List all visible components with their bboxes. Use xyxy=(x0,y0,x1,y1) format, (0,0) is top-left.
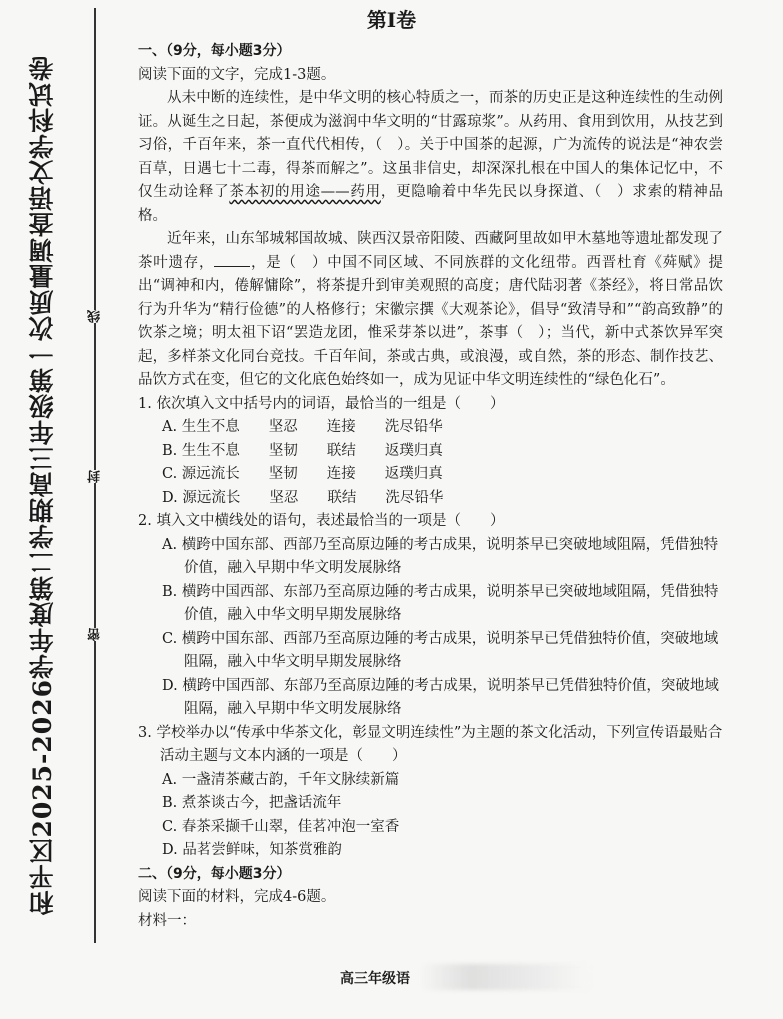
footer-blurred-area xyxy=(420,964,590,990)
para2-blank-line xyxy=(214,254,250,267)
question-2 xyxy=(138,510,723,722)
question-1-option-a: A. 生生不息 坚忍 连接 洗尽铅华 xyxy=(162,419,443,435)
para1-part-a: 从未中断的连续性，是中华文明的核心特质之一，而茶的历史正是这种连续性的生动例证。从诞生之日起，茶便成为滋润中华文明的“甘露琼浆”。从药用、食用到饮用，从技艺到习俗，千百年来，茶一直代代相传，（ ）。关于中国茶的起源，广为流传的说法是“神农尝百草，日遇七十二毒，得茶而解之”。这虽非信史，却深深扎根在中国人的集体记忆中，不仅生动诠释了 xyxy=(138,90,723,200)
para2-part-b: ，是（ ）中国不同区域、不同族群的文化纽带。西晋杜育《荈赋》提出“调神和内，倦解慵除”，将茶提升到审美观照的高度；唐代陆羽著《茶经》，将日常品饮行为升华为“精行俭德”的人格修行；宋徽宗撰《大观茶论》，倡导“致清导和”“韵高致静”的饮茶之境；明太祖下诏“罢造龙团，惟采芽茶以进”，茶事（ ）；当代，新中式茶饮异军突起，多样茶文化同台竞技。千百年间，茶或古典，或浪漫，或自然，茶的形态、制作技艺、品饮方式在变，但它的文化底色始终如一，成为见证中华文明连续性的“绿色化石”。 xyxy=(138,254,723,388)
question-3-options xyxy=(138,769,723,863)
passage-paragraph-1 xyxy=(138,87,723,228)
question-3-option-d: D. 品茗尝鲜味，知茶赏雅韵 xyxy=(162,842,342,858)
question-1-option-d: D. 源远流长 坚忍 联结 洗尽铅华 xyxy=(162,489,444,506)
material-label: 材料一： xyxy=(138,912,196,929)
question-1-stem: 1. 依次填入文中括号内的词语，最恰当的一组是（ ） xyxy=(138,395,505,412)
side-title-text: 和平区2025-2026学年度第二学期高三年级第一次质量调查语文学科试卷 xyxy=(28,54,57,916)
question-2-option-c: C. 横跨中国东部、西部乃至高原边陲的考古成果，说明茶早已凭借独特价值，突破地域阻隔，融入中华文明早期发展脉络 xyxy=(162,630,719,670)
exam-content xyxy=(138,40,723,933)
page-title: 第I卷 xyxy=(366,8,417,32)
question-2-option-a: A. 横跨中国东部、西部乃至高原边陲的考古成果，说明茶早已突破地域阻隔，凭借独特价值，融入早期中华文明发展脉络 xyxy=(162,536,719,576)
question-1-option-b: B. 生生不息 坚韧 联结 返璞归真 xyxy=(162,442,443,459)
question-2-option-d: D. 横跨中国西部、东部乃至高原边陲的考古成果，说明茶早已凭借独特价值，突破地域阻隔，融入早期中华文明发展脉络 xyxy=(162,677,719,717)
question-1 xyxy=(138,393,723,511)
question-2-stem: 2. 填入文中横线处的语句，表述最恰当的一项是（ ） xyxy=(138,513,505,529)
question-3-option-a: A. 一盏清茶藏古韵，千年文脉续新篇 xyxy=(162,771,400,788)
para1-part-b: ，更隐喻着中华先民以身探道、（ ）求索的精神品格。 xyxy=(138,184,724,224)
question-3 xyxy=(138,722,723,863)
passage-paragraph-2 xyxy=(138,228,723,393)
binding-mark-feng: 封 xyxy=(88,470,103,483)
question-1-option-c: C. 源远流长 坚韧 连接 返璞归真 xyxy=(162,466,443,482)
question-2-options xyxy=(138,534,723,722)
question-1-options xyxy=(138,416,723,510)
section1-heading: 一、（9分，每小题3分） xyxy=(138,43,291,59)
page-footer: 高三年级语 xyxy=(340,971,410,987)
question-2-option-b: B. 横跨中国西部、东部乃至高原边陲的考古成果，说明茶早已突破地域阻隔，凭借独特价值，融入中华文明早期发展脉络 xyxy=(162,583,719,623)
question-3-option-c: C. 春茶采撷千山翠，佳茗冲泡一室香 xyxy=(162,818,400,835)
binding-mark-xian: 线 xyxy=(88,310,103,323)
side-title xyxy=(18,54,68,916)
para1-wavy-underline: 茶本初的用途——药用 xyxy=(229,184,381,200)
section1-intro: 阅读下面的文字，完成1-3题。 xyxy=(138,66,336,83)
section2-intro: 阅读下面的材料，完成4-6题。 xyxy=(138,889,336,905)
question-3-stem: 3. 学校举办以“传承中华茶文化，彰显文明连续性”为主题的茶文化活动，下列宣传语最贴合活动主题与文本内涵的一项是（ ） xyxy=(138,724,723,764)
para2-part-a: 近年来，山东邹城邾国故城、陕西汉景帝阳陵、西藏阿里故如甲木墓地等遗址都发现了茶叶遗存， xyxy=(138,231,723,271)
section2-heading: 二、（9分，每小题3分） xyxy=(138,865,291,882)
binding-mark-mi: 密 xyxy=(88,628,103,641)
question-3-option-b: B. 煮茶谈古今，把盏话流年 xyxy=(162,795,342,811)
